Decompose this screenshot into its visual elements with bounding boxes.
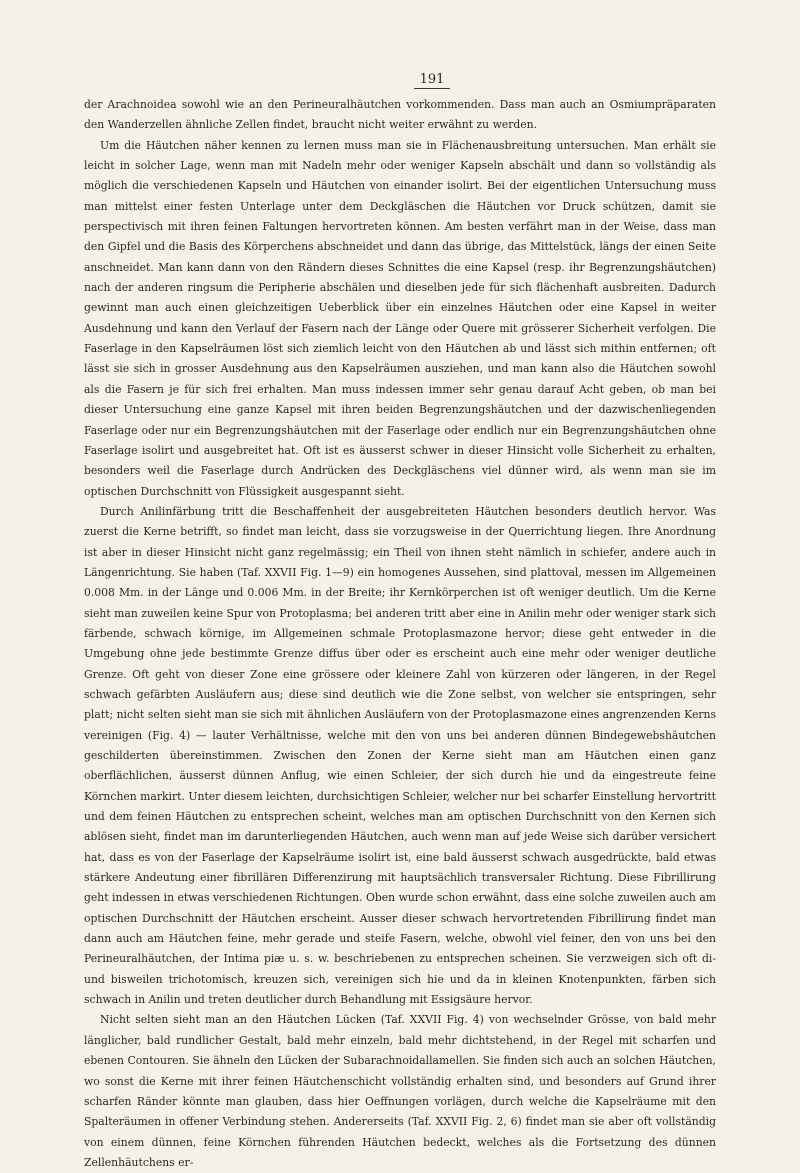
body-text	[84, 95, 716, 1173]
page-number	[0, 72, 800, 89]
paragraph: Nicht selten sieht man an den Häutchen Lücken (Taf. XXVII Fig. 4) von wechselnder Grösse, von bald mehr länglicher, bald rundlicher Gestalt, bald mehr einzeln, bald mehr dichtstehend, in der Regel mit scharfen und ebenen Contouren. Sie ähneln den Lücken der Subarachnoidallamellen. Sie finden sich auch an solchen Häutchen, wo sonst die Kerne mit ihrer feinen Häutchenschicht vollständig erhalten sind, und besonders auf Grund ihrer scharfen Ränder könnte man glauben, dass hier Oeffnungen vorlägen, durch welche die Kapselräume mit den Spalteräumen in offener Verbindung stehen. Andererseits (Taf. XXVII Fig. 2, 6) findet man sie aber oft vollständig von einem dünnen, feine Körnchen führenden Häutchen bedeckt, welches als die Fortsetzung des dünnen Zellenhäutchens er-	[84, 1013, 716, 1169]
paragraph: der Arachnoidea sowohl wie an den Perineuralhäutchen vorkommenden. Dass man auch an Osmiumpräparaten den Wanderzellen ähnliche Zellen findet, braucht nicht weiter erwähnt zu werden.	[84, 98, 716, 132]
paragraph: Um die Häutchen näher kennen zu lernen muss man sie in Flächenausbreitung untersuchen. Man erhält sie leicht in solcher Lage, wenn man mit Nadeln mehr oder weniger Kapseln abschält und dann so vollständig als möglich die verschiedenen Kapseln und Häutchen von einander isolirt. Bei der eigentlichen Untersuchung muss man mittelst einer festen Unterlage unter dem Deckgläschen die Häutchen vor Druck schützen, damit sie perspectivisch mit ihren feinen Faltungen hervortreten können. Am besten verfährt man in der Weise, dass man den Gipfel und die Basis des Körperchens abschneidet und dann das übrige, das Mittelstück, längs der einen Seite anschneidet. Man kann dann von den Rändern dieses Schnittes die eine Kapsel (resp. ihr Begrenzungshäutchen) nach der anderen ringsum die Peripherie abschälen und dieselben jede für sich flächenhaft ausbreiten. Dadurch gewinnt man auch einen gleichzeitigen Ueberblick über ein einzelnes Häutchen oder eine Kapsel in weiter Ausdehnung und kann den Verlauf der Fasern nach der Länge oder Quere mit grösserer Sicherheit verfolgen. Die Faserlage in den Kapselräumen löst sich ziemlich leicht von den Häutchen ab und lässt sich mithin entfernen; oft lässt sie sich in grosser Ausdehnung aus den Kapselräumen ausziehen, und man kann also die Häutchen sowohl als die Fasern je für sich frei erhalten. Man muss indessen immer sehr genau darauf Acht geben, ob man bei dieser Untersuchung eine ganze Kapsel mit ihren beiden Begrenzungshäutchen und der dazwischenliegenden Faserlage oder nur ein Begrenzungshäutchen mit der Faserlage oder endlich nur ein Begrenzungshäutchen ohne Faserlage isolirt und ausgebreitet hat. Oft ist es äusserst schwer in dieser Hinsicht volle Sicherheit zu erhalten, besonders weil die Faserlage durch Andrücken des Deckgläschens viel dünner wird, als wenn man sie im optischen Durchschnitt von Flüssigkeit ausgespannt sieht.	[84, 138, 716, 498]
page-number-text: 191	[414, 72, 451, 89]
paragraph: Durch Anilinfärbung tritt die Beschaffenheit der ausgebreiteten Häutchen besonders deutlich hervor. Was zuerst die Kerne betrifft, so findet man leicht, dass sie vorzugsweise in der Querrichtung liegen. Ihre Anordnung ist aber in dieser Hinsicht nicht ganz regelmässig; ein Theil von ihnen steht nämlich in schiefer, andere auch in Längenrichtung. Sie haben (Taf. XXVII Fig. 1—9) ein homogenes Aussehen, sind plattoval, messen im Allgemeinen 0.008 Mm. in der Länge und 0.006 Mm. in der Breite; ihr Kernkörperchen ist oft weniger deutlich. Um die Kerne sieht man zuweilen keine Spur von Protoplasma; bei anderen tritt aber eine in Anilin mehr oder weniger stark sich färbende, schwach körnige, im Allgemeinen schmale Protoplasmazone hervor; diese geht entweder in die Umgebung ohne jede bestimmte Grenze diffus über oder es erscheint auch eine mehr oder weniger deutliche Grenze. Oft geht von dieser Zone eine grössere oder kleinere Zahl von kürzeren oder längeren, in der Regel schwach gefärbten Ausläufern aus; diese sind deutlich wie die Zone selbst, von welcher sie entspringen, sehr platt; nicht selten sieht man sie sich mit ähnlichen Ausläufern von der Protoplasmazone eines angrenzenden Kerns vereinigen (Fig. 4) — lauter Verhältnisse, welche mit den von uns bei anderen dünnen Bindegewebshäutchen geschilderten übereinstimmen. Zwischen den Zonen der Kerne sieht man am Häutchen einen ganz oberflächlichen, äusserst dünnen Anflug, wie einen Schleier, der sich durch hie und da eingestreute feine Körnchen markirt. Unter diesem leichten, durchsichtigen Schleier, welcher nur bei scharfer Einstellung hervortritt und dem feinen Häutchen zu entsprechen scheint, welches man am optischen Durchschnitt von den Kernen sich ablösen sieht, findet man im darunterliegenden Häutchen, auch wenn man auf jede Weise sich darüber versichert hat, dass es von der Faserlage der Kapselräume isolirt ist, eine bald äusserst schwach ausgedrückte, bald etwas stärkere Andeutung einer fibrillären Differenzirung mit hauptsächlich transversaler Richtung. Diese Fibrillirung geht indessen in etwas verschiedenen Richtungen. Oben wurde schon erwähnt, dass eine solche zuweilen auch am optischen Durchschnitt der Häutchen erscheint. Ausser dieser schwach hervortretenden Fibrillirung findet man dann auch am Häutchen feine, mehr gerade und steife Fasern, welche, obwohl viel feiner, den von uns bei den Perineuralhäutchen, der Intima piæ u. s. w. beschriebenen zu entsprechen scheinen. Sie verzweigen sich oft di- und bisweilen trichotomisch, kreuzen sich, vereinigen sich hie und da in kleinen Knotenpunkten, färben sich schwach in Anilin und treten deutlicher durch Behandlung mit Essigsäure hervor.	[84, 504, 716, 1007]
